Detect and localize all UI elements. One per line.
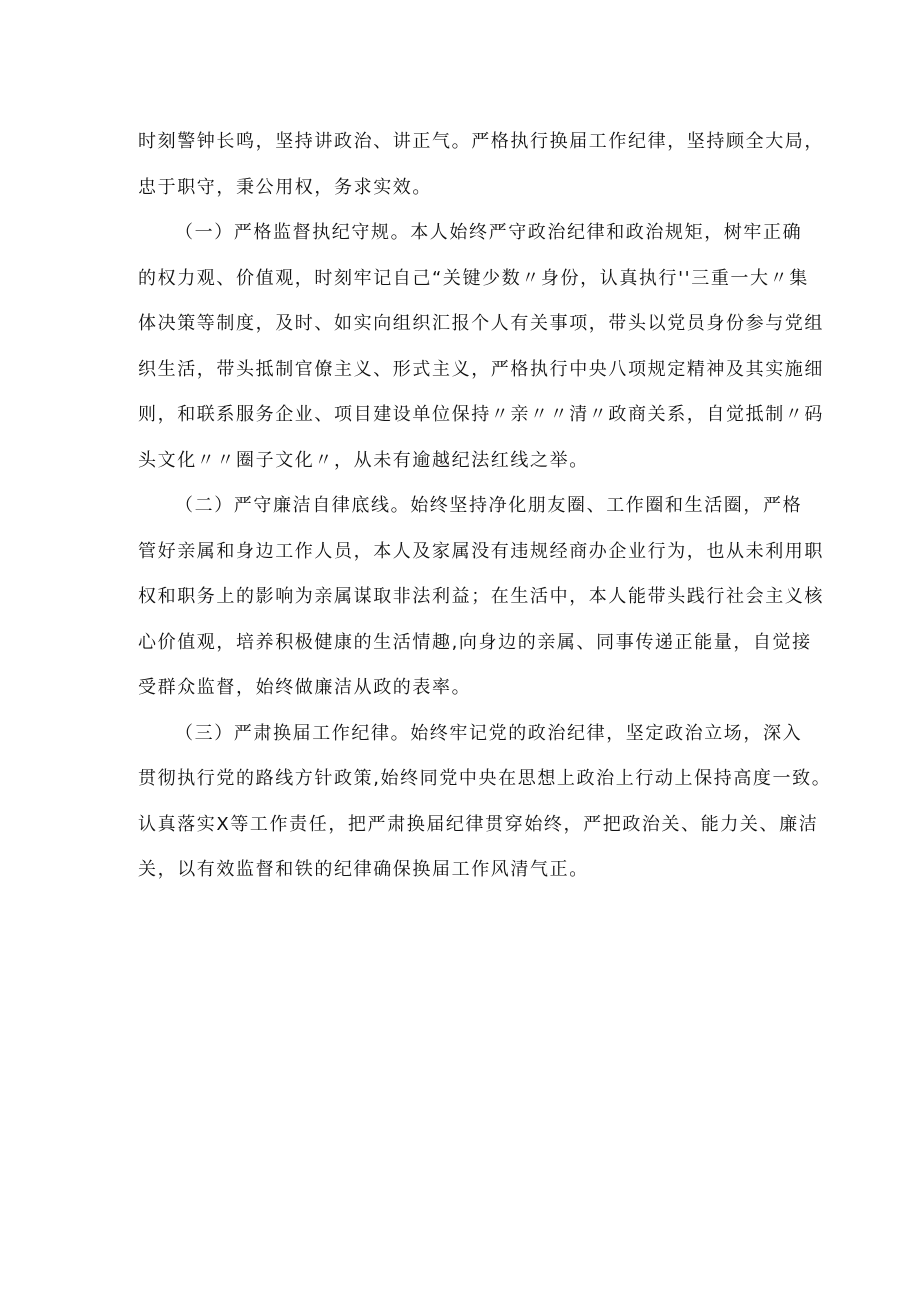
- paragraph-3-line-2: 管好亲属和身边工作人员，本人及家属没有违规经商办企业行为，也从未利用职: [138, 540, 824, 562]
- paragraph-1-line-1: 时刻警钟长鸣，坚持讲政治、讲正气。严格执行换届工作纪律，坚持顾全大局，: [138, 131, 824, 152]
- paragraph-3-line-1: （二）严守廉洁自律底线。始终坚持净化朋友圈、工作圈和生活圈，严格: [175, 495, 803, 516]
- paragraph-2-line-4: 织生活，带头抵制官僚主义、形式主义，严格执行中央八项规定精神及其实施细: [138, 358, 824, 380]
- paragraph-4-line-3: 认真落实X等工作责任，把严肃换届纪律贯穿始终，严把政治关、能力关、廉洁: [138, 813, 819, 835]
- paragraph-2-line-2: 的权力观、价值观，时刻牢记自己“关键少数〃身份，认真执行''三重一大〃集: [138, 267, 809, 289]
- paragraph-4-line-2: 贯彻执行党的路线方针政策,始终同党中央在思想上政治上行动上保持高度一致。: [138, 768, 832, 789]
- paragraph-2-line-6: 头文化〃〃圈子文化〃，从未有逾越纪法红线之举。: [138, 449, 589, 471]
- paragraph-3-line-3: 权和职务上的影响为亲属谋取非法利益；在生活中，本人能带头践行社会主义核: [138, 586, 824, 607]
- paragraph-3-line-5: 受群众监督，始终做廉洁从政的表率。: [138, 677, 472, 698]
- paragraph-4-line-4: 关，以有效监督和铁的纪律确保换届工作风清气正。: [138, 859, 589, 880]
- document-body: [138, 119, 832, 893]
- paragraph-1-line-2: 忠于职守，秉公用权，务求实效。: [138, 176, 432, 198]
- paragraph-2-line-3: 体决策等制度，及时、如实向组织汇报个人有关事项，带头以党员身份参与党组: [138, 313, 824, 334]
- paragraph-2-line-1: （一）严格监督执纪守规。本人始终严守政治纪律和政治规矩，树牢正确: [175, 222, 803, 243]
- paragraph-4-line-1: （三）严肃换届工作纪律。始终牢记党的政治纪律，坚定政治立场，深入: [175, 722, 803, 744]
- paragraph-3-line-4: 心价值观，培养积极健康的生活情趣,向身边的亲属、同事传递正能量，自觉接: [138, 631, 812, 653]
- paragraph-2-line-5: 则，和联系服务企业、项目建设单位保持〃亲〃〃清〃政商关系，自觉抵制〃码: [138, 404, 824, 425]
